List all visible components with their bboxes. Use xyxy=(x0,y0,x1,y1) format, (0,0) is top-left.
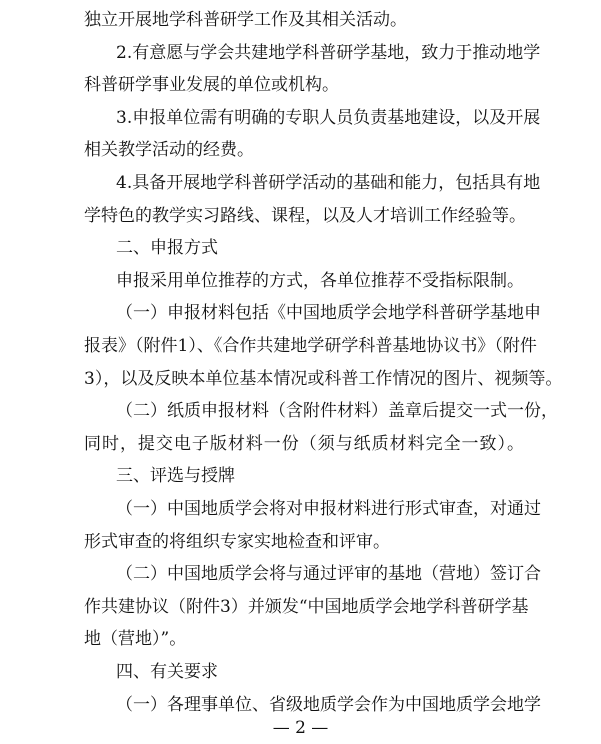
text-line: 申报采用单位推荐的方式，各单位推荐不受指标限制。 xyxy=(116,270,524,291)
text-line: 同时，提交电子版材料一份（须与纸质材料完全一致）。 xyxy=(84,433,524,454)
text-line: 报表》（附件1）、《合作共建地学研学科普基地协议书》（附件 xyxy=(84,336,537,356)
text-line: 4.具备开展地学科普研学活动的基础和能力，包括具有地 xyxy=(116,173,541,193)
text-line: 地（营地）”。 xyxy=(84,629,187,650)
text-line: 相关教学活动的经费。 xyxy=(84,140,254,161)
text-line: （一）中国地质学会将对申报材料进行形式审查，对通过 xyxy=(116,499,541,519)
text-line: 独立开展地学科普研学工作及其相关活动。 xyxy=(84,10,407,30)
text-line: 2.有意愿与学会共建地学科普研学基地，致力于推动地学 xyxy=(116,42,541,63)
text-line: 3.申报单位需有明确的专职人员负责基地建设，以及开展 xyxy=(116,107,541,128)
text-line: 形式审查的将组织专家实地检查和评审。 xyxy=(84,531,390,552)
text-line: 科普研学事业发展的单位或机构。 xyxy=(84,75,339,96)
text-line: 二、申报方式 xyxy=(116,238,218,259)
text-line: （一）申报材料包括《中国地质学会地学科普研学基地申 xyxy=(116,303,541,324)
text-line: （一）各理事单位、省级地质学会作为中国地质学会地学 xyxy=(116,694,541,715)
text-line: （二）纸质申报材料（含附件材料）盖章后提交一式一份， xyxy=(116,401,558,422)
text-line: 学特色的教学实习路线、课程，以及人才培训工作经验等。 xyxy=(84,205,526,226)
text-line: 3），以及反映本单位基本情况或科普工作情况的图片、视频等。 xyxy=(84,368,563,389)
page-number: — 2 — xyxy=(272,718,329,738)
text-line: 作共建协议（附件3）并颁发“中国地质学会地学科普研学基 xyxy=(84,596,529,617)
text-line: 四、有关要求 xyxy=(116,662,218,682)
text-line: （二）中国地质学会将与通过评审的基地（营地）签订合 xyxy=(116,564,541,585)
text-line: 三、评选与授牌 xyxy=(116,466,235,487)
